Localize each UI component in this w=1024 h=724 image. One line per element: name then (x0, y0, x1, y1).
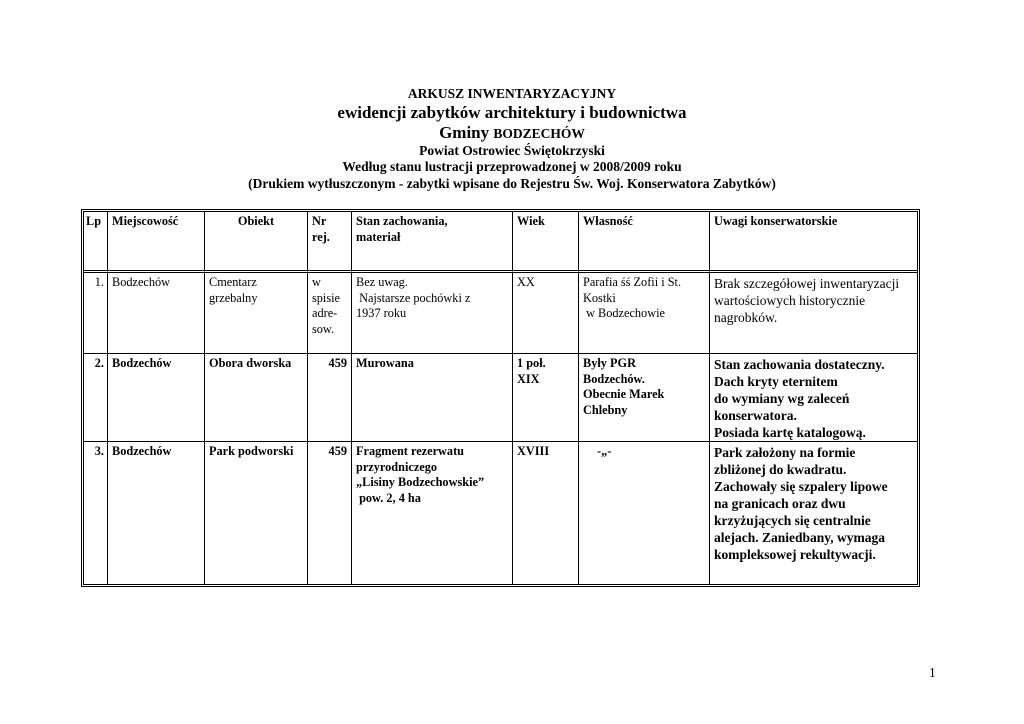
cell-line: Fragment rezerwatu (356, 444, 465, 458)
cell-line: grzebalny (209, 290, 258, 305)
cell-wlasnosc (579, 273, 710, 354)
cell-stan (352, 273, 513, 354)
cell-line: Parafia śś Zofii i St. (583, 275, 682, 289)
page-number: 1 (929, 665, 936, 680)
county-line: Powiat Ostrowiec Świętokrzyski (419, 143, 605, 158)
table-row (84, 354, 917, 442)
cell-line: sow. (312, 321, 335, 336)
cell-uwagi (710, 354, 917, 442)
cell-line: do wymiany wg zaleceń (714, 391, 850, 406)
cell-obiekt: Obora dworska (205, 354, 308, 442)
cell-line: Brak szczegółowej inwentaryzacji (714, 276, 900, 291)
cell-line: w (312, 275, 321, 289)
cell-line: wartościowych historycznie (714, 293, 866, 308)
cell-line: XIX (517, 371, 540, 386)
cell-stan (352, 442, 513, 584)
cell-line: Kostki (583, 290, 616, 305)
cell-line: 1 poł. (517, 356, 546, 370)
cell-wiek: XX (513, 273, 579, 354)
commune-line (0, 123, 1024, 143)
cell-wiek (513, 354, 579, 442)
col-stan-header-line: materiał (356, 229, 401, 244)
cell-line: Bodzechów. (583, 371, 645, 386)
cell-nr: 459 (308, 354, 352, 442)
cell-line: spisie (312, 290, 341, 305)
cell-nr: 459 (308, 442, 352, 584)
table-row (84, 442, 917, 584)
cell-line: Najstarsze pochówki z (356, 290, 471, 305)
cell-line: konserwatora. (714, 408, 797, 423)
cell-line: Zachowały się szpalery lipowe (714, 479, 888, 494)
cell-miejscowosc: Bodzechów (108, 354, 205, 442)
cell-line: Stan zachowania dostateczny. (714, 357, 885, 372)
cell-line: Były PGR (583, 356, 636, 370)
col-miejscowosc-header: Miejscowość (108, 212, 205, 273)
cell-line: zbliżonej do kwadratu. (714, 462, 847, 477)
cell-line: alejach. Zaniedbany, wymaga (714, 530, 886, 545)
cell-line: „Lisiny Bodzechowskie” (356, 475, 485, 489)
cell-line: Bez uwag. (356, 275, 408, 289)
cell-lp: 2. (84, 354, 108, 442)
cell-line: Posiada kartę katalogową. (714, 425, 866, 440)
cell-line: nagrobków. (714, 310, 778, 325)
cell-line: Park założony na formie (714, 445, 856, 460)
col-stan-header-line: Stan zachowania, (356, 214, 448, 228)
sheet-subtitle: ewidencji zabytków architektury i budownictwa (337, 103, 687, 122)
cell-line: w Bodzechowie (583, 306, 665, 320)
cell-miejscowosc: Bodzechów (108, 273, 205, 354)
cell-line: Cmentarz (209, 275, 257, 289)
inventory-table (81, 209, 920, 587)
col-nr-header-line: rej. (312, 229, 330, 244)
cell-uwagi (710, 442, 917, 584)
col-stan-header (352, 212, 513, 273)
col-nr-header-line: Nr (312, 214, 327, 228)
cell-line: Chlebny (583, 402, 628, 417)
cell-lp: 1. (84, 273, 108, 354)
col-nr-header (308, 212, 352, 273)
inspection-date-line: Według stanu lustracji przeprowadzonej w 2008/2009 roku (342, 159, 682, 174)
col-wiek-header: Wiek (513, 212, 579, 273)
sheet-title: ARKUSZ INWENTARYZACYJNY (407, 86, 617, 101)
cell-wlasnosc (579, 354, 710, 442)
cell-line: adre- (312, 306, 338, 320)
col-wlasnosc-header: Własność (579, 212, 710, 273)
cell-miejscowosc: Bodzechów (108, 442, 205, 584)
register-note: (Drukiem wytłuszczonym - zabytki wpisane do Rejestru Św. Woj. Konserwatora Zabytków) (248, 176, 776, 191)
table-header-row (84, 212, 917, 273)
cell-obiekt: Park podworski (205, 442, 308, 584)
cell-stan: Murowana (352, 354, 513, 442)
table-row (84, 273, 917, 354)
cell-wlasnosc: -„- (579, 442, 710, 584)
cell-line: krzyżujących się centralnie (714, 513, 871, 528)
cell-line: kompleksowej rekultywacji. (714, 547, 876, 562)
commune-name: BODZECHÓW (493, 126, 585, 141)
cell-lp: 3. (84, 442, 108, 584)
cell-uwagi (710, 273, 917, 354)
cell-line: pow. 2, 4 ha (356, 490, 421, 505)
cell-line: Dach kryty eternitem (714, 374, 838, 389)
col-uwagi-header: Uwagi konserwatorskie (710, 212, 917, 273)
cell-obiekt (205, 273, 308, 354)
cell-line: na granicach oraz dwu (714, 496, 846, 511)
cell-wiek: XVIII (513, 442, 579, 584)
col-lp-header: Lp (84, 212, 108, 273)
cell-line: Obecnie Marek (583, 387, 665, 401)
cell-line: przyrodniczego (356, 459, 438, 474)
cell-nr (308, 273, 352, 354)
cell-line: 1937 roku (356, 306, 407, 320)
col-obiekt-header: Obiekt (205, 212, 308, 273)
commune-prefix: Gminy (439, 123, 494, 142)
